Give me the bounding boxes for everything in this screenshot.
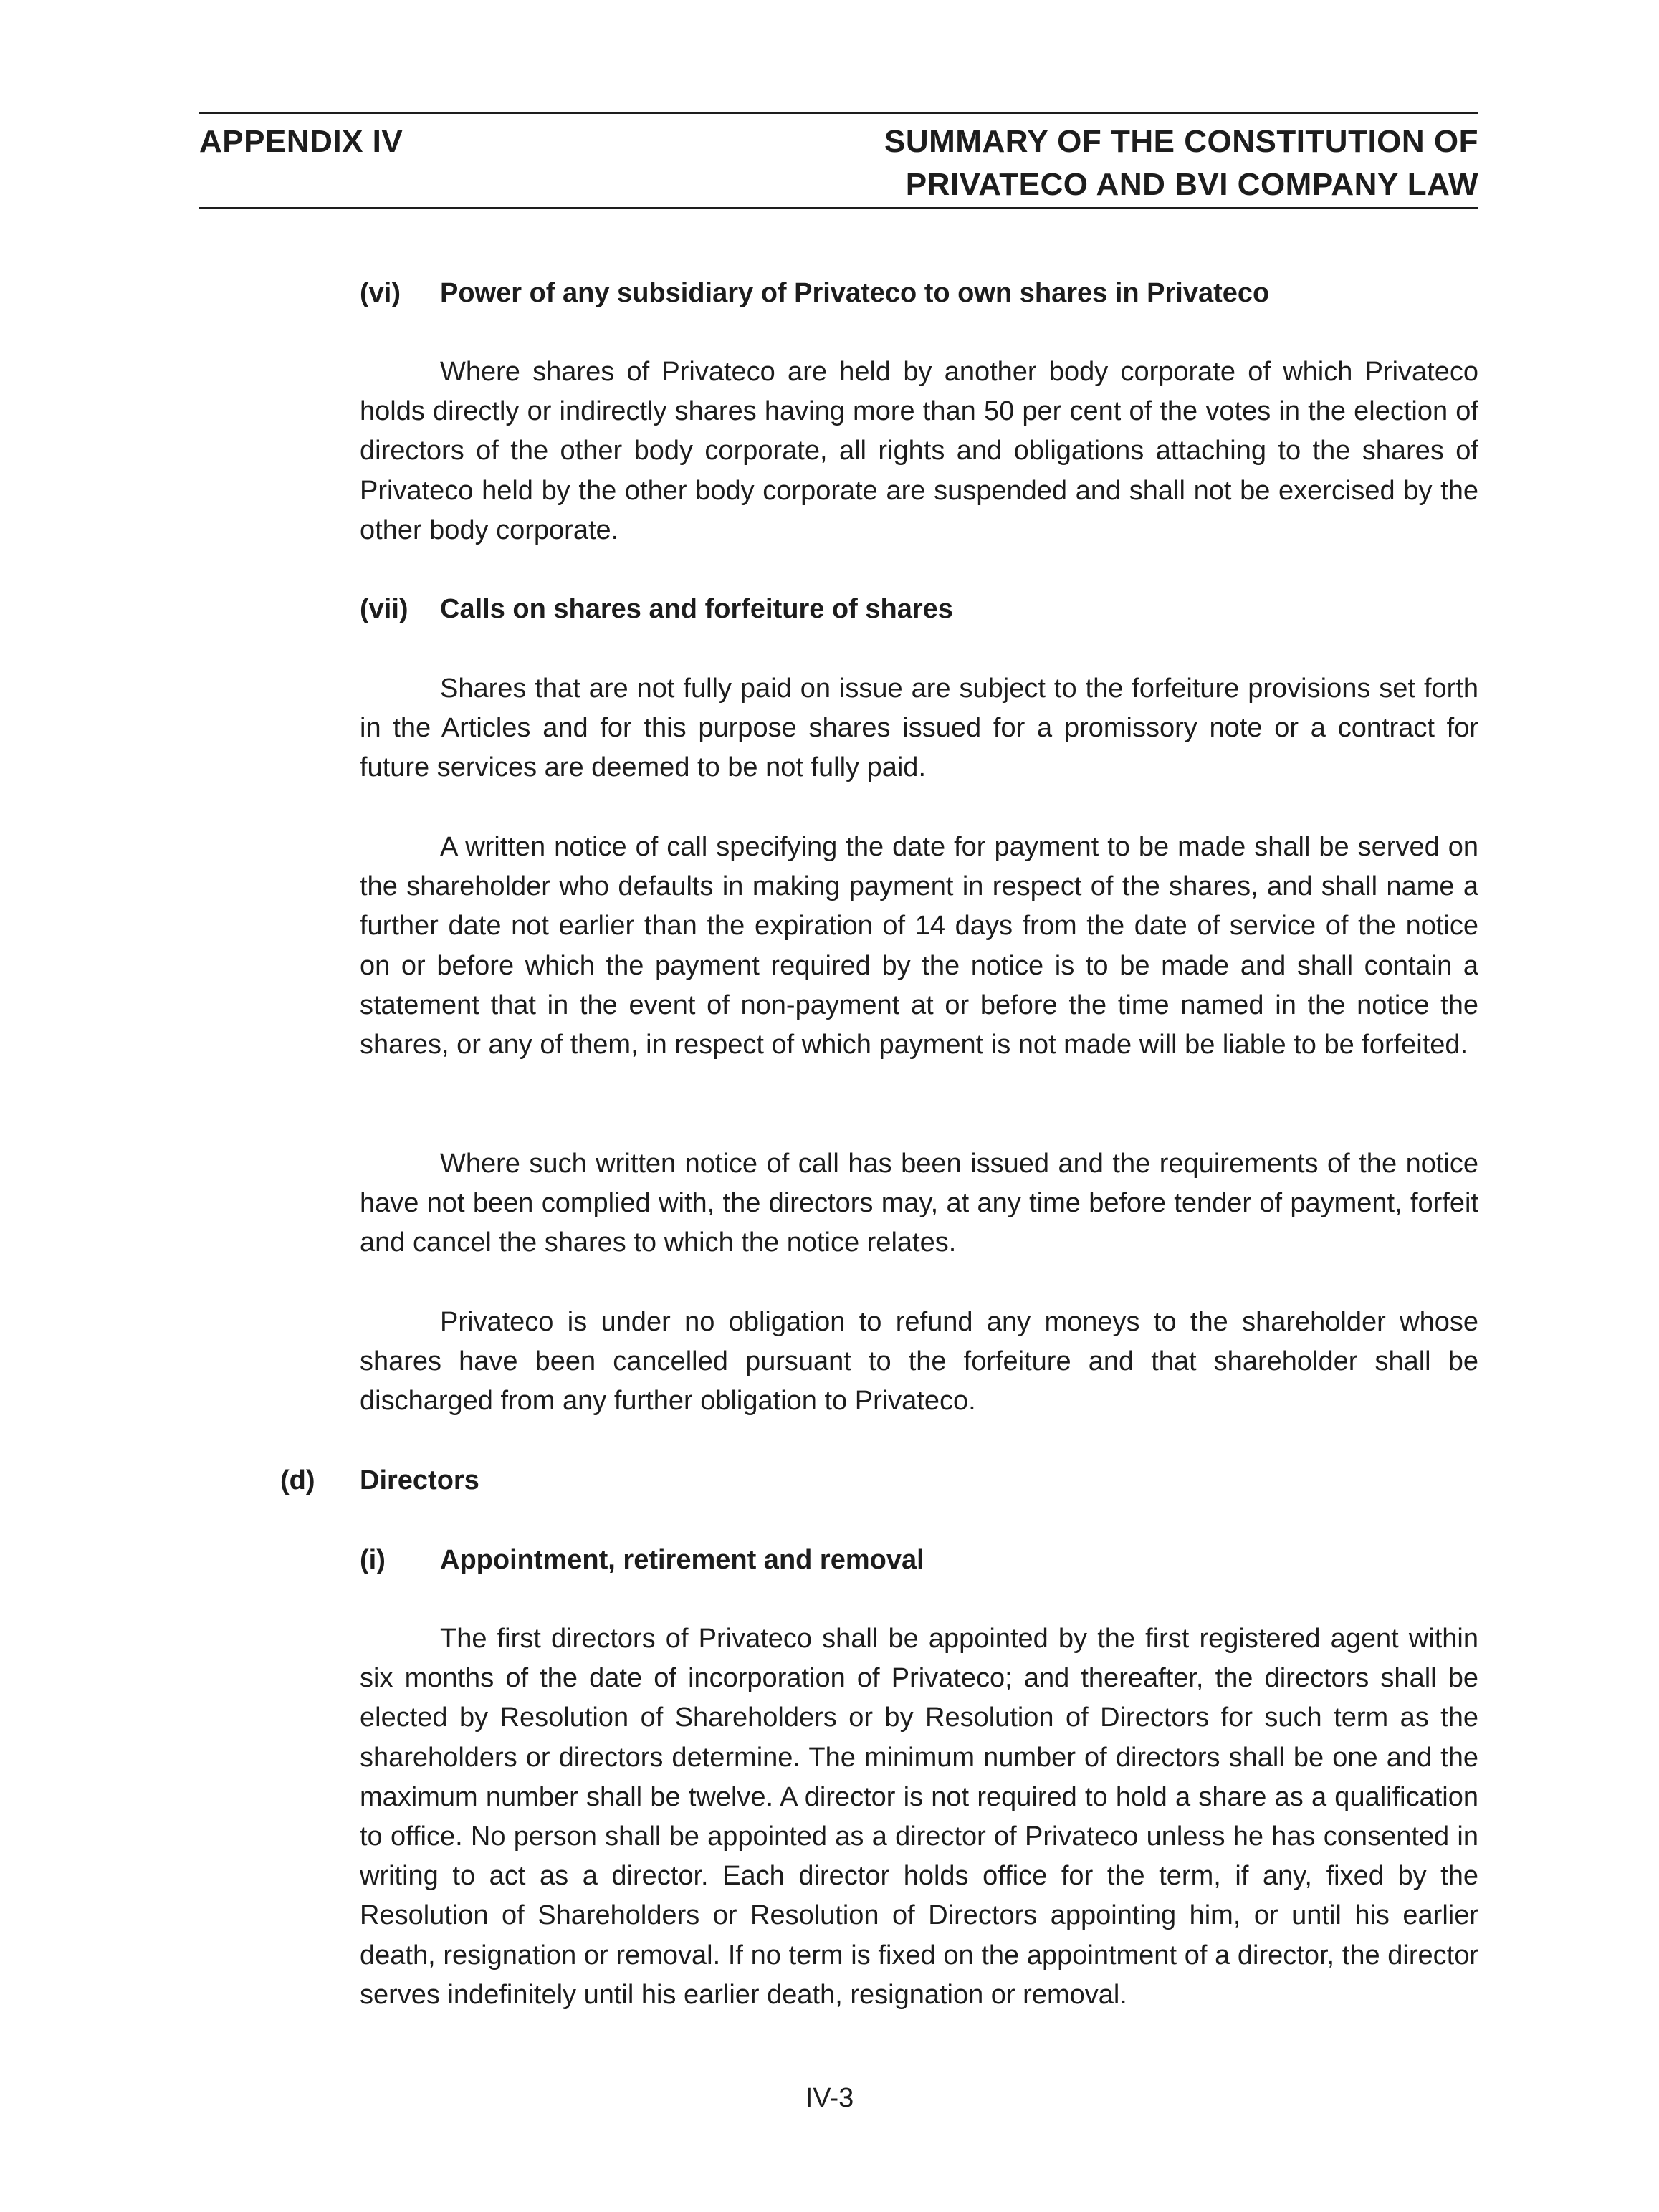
section-vii-paragraph-2: A written notice of call specifying the date for payment to be made shall be served on the shareholder who defaults in making payment in respect of the shares, and shall name a further date not earlier than the expiration of 14 days from the date of service of the notice on or before which the payment required by the notice is to be made and shall contain a statement that in the event of non-payment at or before the time named in the notice the shares, or any of them, in respect of which payment is not made will be liable to be forfeited.	[360, 832, 1478, 1060]
document-title	[884, 120, 1478, 206]
section-i-number: (i)	[360, 1545, 386, 1575]
page-number: IV-3	[805, 2083, 854, 2113]
header-bottom-rule	[199, 207, 1478, 209]
section-vi-paragraph-1: Where shares of Privateco are held by another body corporate of which Privateco holds directly or indirectly shares having more than 50 per cent of the votes in the election of directors of the other body corporate, all rights and obligations attaching to the shares of Privateco held by the other body corporate are suspended and shall not be exercised by the other body corporate.	[360, 357, 1478, 545]
header-top-rule	[199, 112, 1478, 114]
section-i-paragraph-1: The first directors of Privateco shall be appointed by the first registered agent within six months of the date of incorporation of Privateco; and thereafter, the directors shall be elected by Resolution of Shareholders or by Resolution of Directors for such term as the shareholders or directors determine. The minimum number of directors shall be one and the maximum number shall be twelve. A director is not required to hold a share as a qualification to office. No person shall be appointed as a director of Privateco unless he has consented in writing to act as a director. Each director holds office for the term, if any, fixed by the Resolution of Shareholders or Resolution of Directors appointing him, or until his earlier death, resignation or removal. If no term is fixed on the appointment of a director, the director serves indefinitely until his earlier death, resignation or removal.	[360, 1624, 1478, 2010]
section-d-title: Directors	[360, 1465, 479, 1495]
section-i-title: Appointment, retirement and removal	[440, 1545, 924, 1575]
section-vii-paragraph-3: Where such written notice of call has been issued and the requirements of the notice have not been complied with, the directors may, at any time before tender of payment, forfeit and cancel the shares to which the notice relates.	[360, 1149, 1478, 1258]
section-vii-paragraph-4: Privateco is under no obligation to refund any moneys to the shareholder whose shares have been cancelled pursuant to the forfeiture and that shareholder shall be discharged from any further obligation to Privateco.	[360, 1307, 1478, 1417]
section-vii-number: (vii)	[360, 594, 408, 624]
document-title-line-1: SUMMARY OF THE CONSTITUTION OF	[884, 124, 1478, 159]
section-d-number: (d)	[280, 1465, 315, 1495]
section-vi-number: (vi)	[360, 278, 401, 308]
section-vii-title: Calls on shares and forfeiture of shares	[440, 594, 953, 624]
document-title-line-2: PRIVATECO AND BVI COMPANY LAW	[905, 167, 1478, 202]
section-vii-paragraph-1: Shares that are not fully paid on issue are subject to the forfeiture provisions set forth in the Articles and for this purpose shares issued for a promissory note or a contract for future services are deemed to be not fully paid.	[360, 674, 1478, 783]
section-vi-title: Power of any subsidiary of Privateco to own shares in Privateco	[440, 278, 1270, 308]
appendix-label: APPENDIX IV	[199, 124, 403, 159]
